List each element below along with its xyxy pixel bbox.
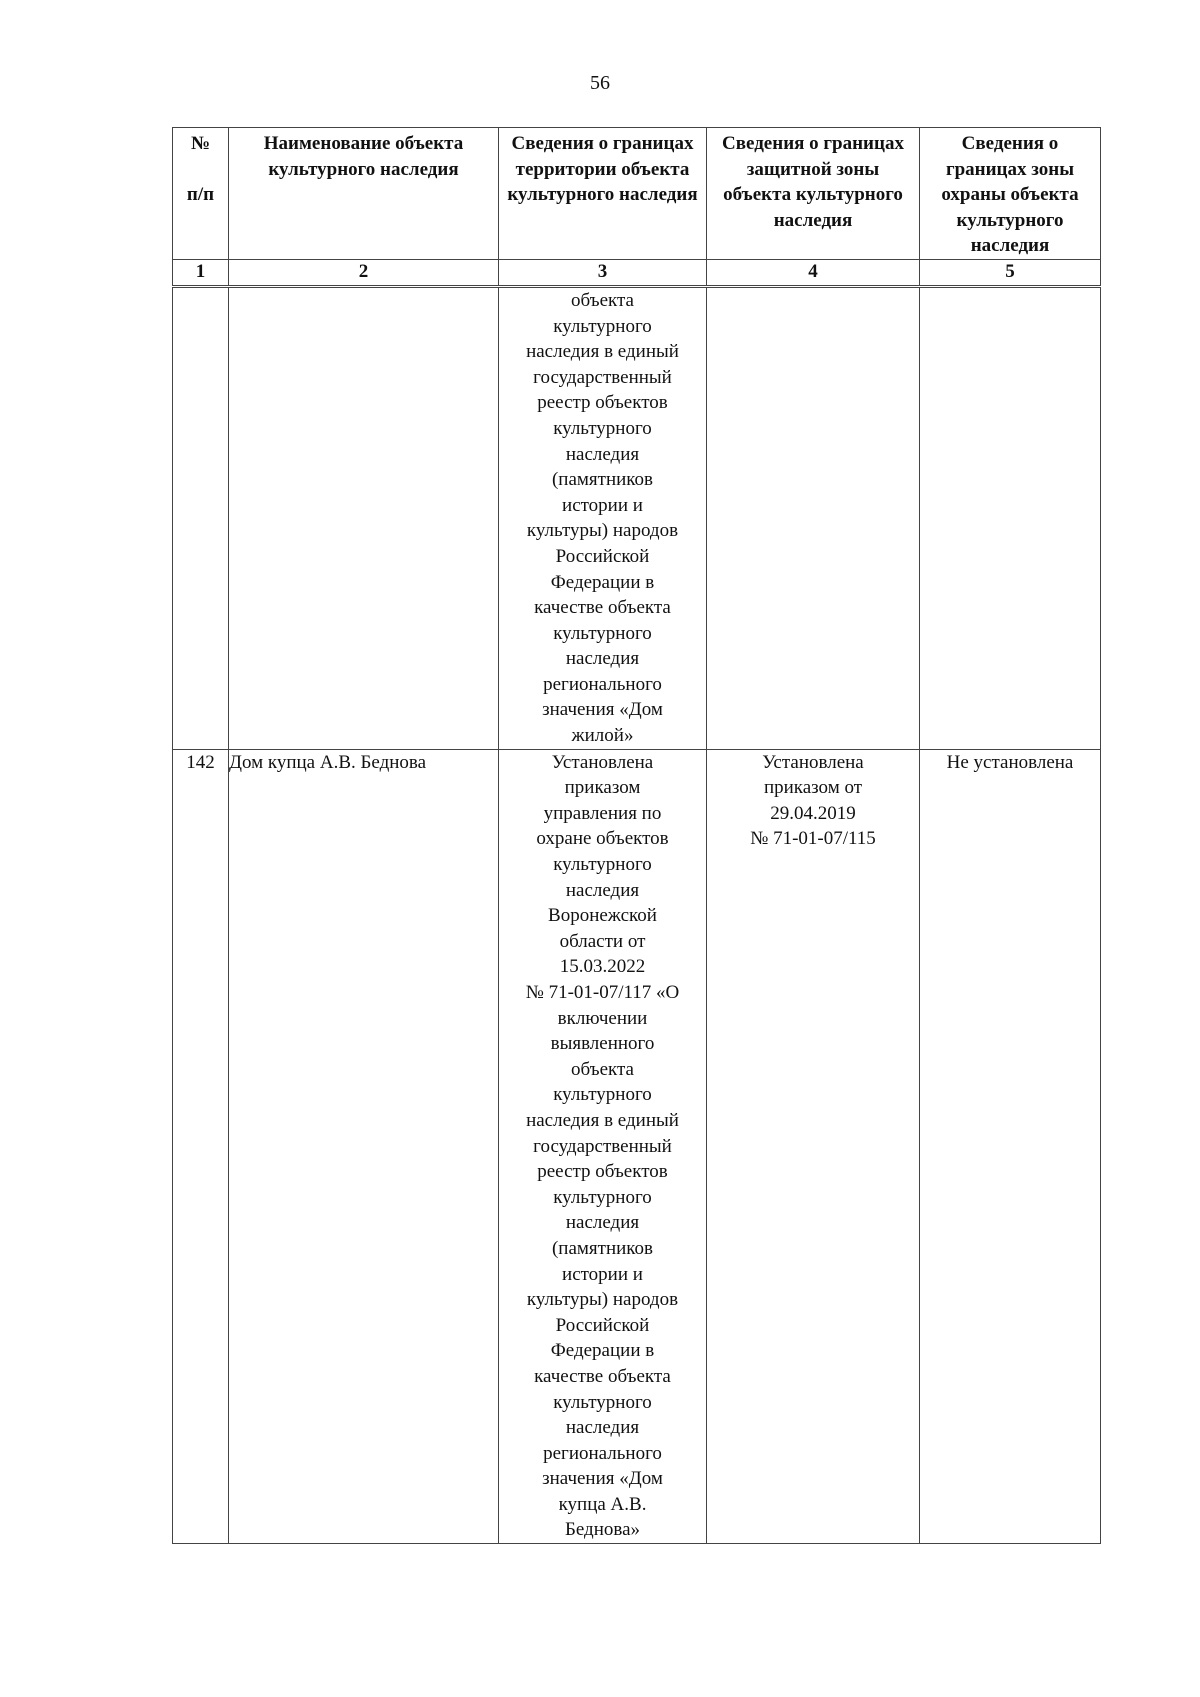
page-number: 56 [590, 72, 610, 94]
header-object-name: Наименование объекта культурного наследия [229, 128, 499, 260]
protective-zone-cell: Установлена приказом от 29.04.2019 № 71-01-07/115 [707, 749, 920, 1543]
table-row [173, 286, 1101, 749]
column-numbers-row [173, 259, 1101, 286]
table-header-row [173, 128, 1101, 260]
column-number: 1 [173, 259, 229, 286]
header-protection-zone-boundaries: Сведения о границах зоны охраны объекта культурного наследия [920, 128, 1101, 260]
territory-cell: объекта культурного наследия в единый государственный реестр объектов культурного наследия (памятников истории и культуры) народов Российской Федерации в качестве объекта культурного наследия регионального значения «Дом жилой» [499, 286, 707, 749]
column-number: 5 [920, 259, 1101, 286]
header-number: № п/п [173, 128, 229, 260]
table-row [173, 749, 1101, 1543]
header-territory-boundaries: Сведения о границах территории объекта культурного наследия [499, 128, 707, 260]
object-name-cell [229, 286, 499, 749]
heritage-registry-table [172, 127, 1101, 1544]
protective-zone-cell [707, 286, 920, 749]
column-number: 3 [499, 259, 707, 286]
column-number: 2 [229, 259, 499, 286]
header-protective-zone-boundaries: Сведения о границах защитной зоны объекта культурного наследия [707, 128, 920, 260]
protection-zone-cell [920, 286, 1101, 749]
row-number-cell: 142 [173, 749, 229, 1543]
object-name-cell: Дом купца А.В. Беднова [229, 749, 499, 1543]
column-number: 4 [707, 259, 920, 286]
territory-cell: Установлена приказом управления по охране объектов культурного наследия Воронежской области от 15.03.2022 № 71-01-07/117 «О включении выявленного объекта культурного наследия в единый государственный реестр объектов культурного наследия (памятников истории и культуры) народов Российской Федерации в качестве объекта культурного наследия регионального значения «Дом купца А.В. Беднова» [499, 749, 707, 1543]
row-number-cell [173, 286, 229, 749]
protection-zone-cell: Не установлена [920, 749, 1101, 1543]
